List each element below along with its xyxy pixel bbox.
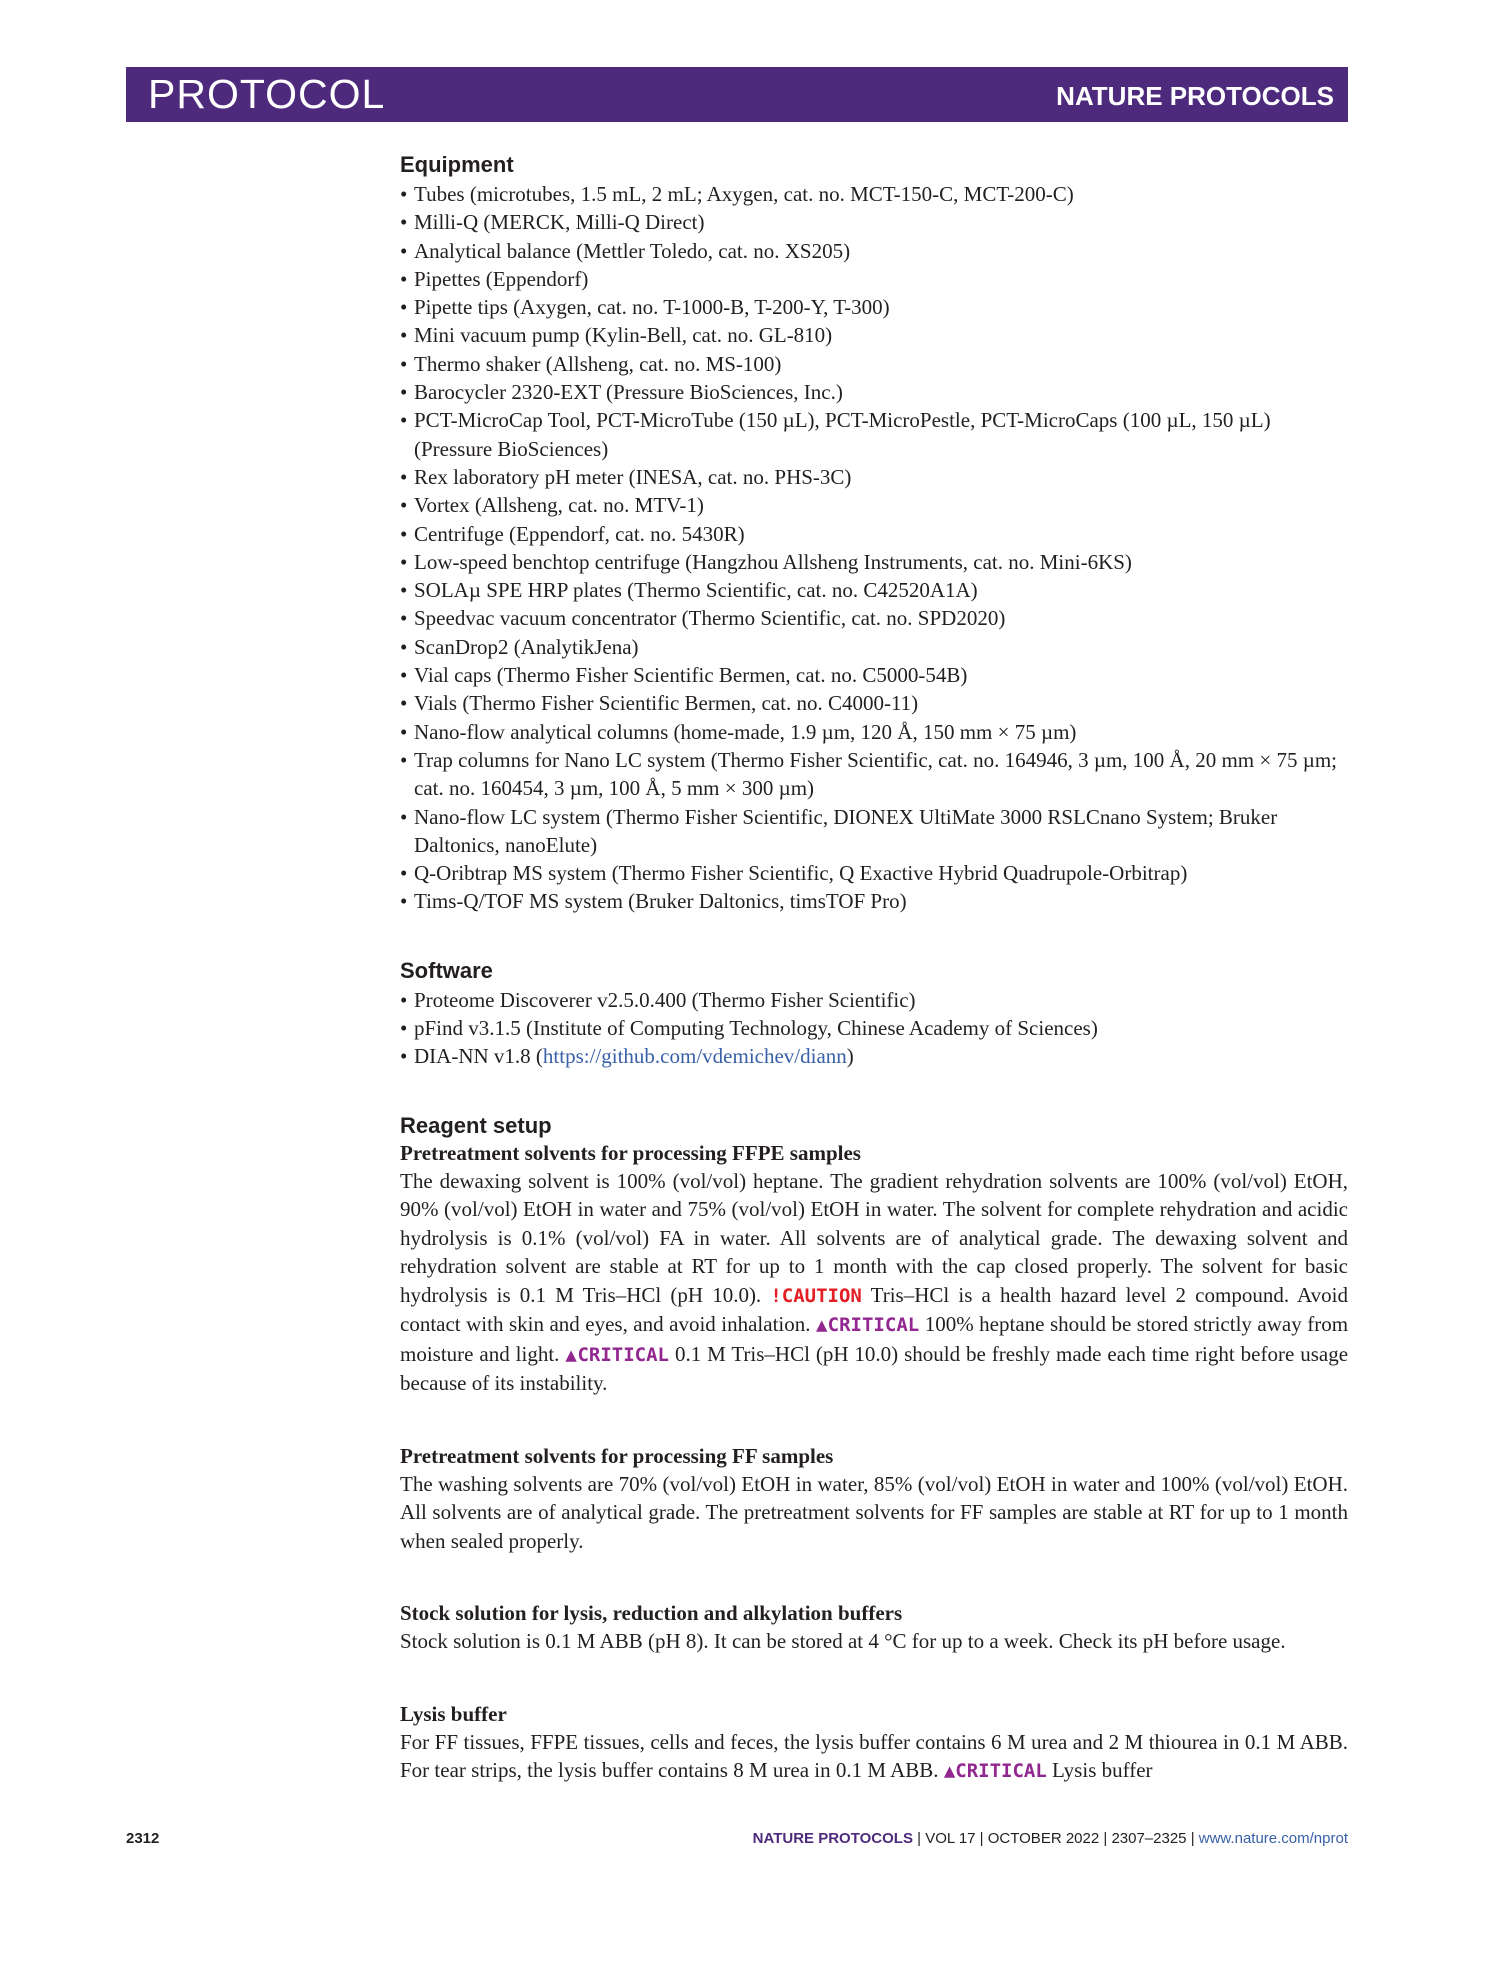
list-item: • PCT-MicroCap Tool, PCT-MicroTube (150 µL), PCT-MicroPestle, PCT-MicroCaps (100 µL, 150 µL) (Pressure BioSciences)	[400, 408, 1271, 461]
list-item-text: Pipettes (Eppendorf)	[414, 266, 589, 291]
equipment-title: Equipment	[400, 152, 514, 177]
ffpe-text-4: 0.1 M Tris–HCl (pH 10.0) should be freshly made each time right before usage because of its instability.	[400, 1341, 1349, 1396]
diann-link[interactable]: https://github.com/vdemichev/diann	[542, 1044, 847, 1069]
critical-label: ▲CRITICAL	[816, 1314, 920, 1337]
footer-separator: |	[912, 1830, 926, 1847]
lysis-heading: Lysis buffer	[400, 1701, 507, 1726]
footer-url[interactable]: www.nature.com/nprot	[1198, 1830, 1348, 1847]
list-item: • ScanDrop2 (AnalytikJena)	[400, 634, 639, 659]
footer-date: OCTOBER 2022	[987, 1830, 1100, 1847]
list-item-text: Nano-flow LC system (Thermo Fisher Scientific, DIONEX UltiMate 3000 RSLCnano System; Bruker Daltonics, nanoElute)	[414, 804, 1278, 857]
list-item-text: Mini vacuum pump (Kylin-Bell, cat. no. GL-810)	[414, 323, 833, 348]
list-item-text: Vortex (Allsheng, cat. no. MTV-1)	[414, 493, 704, 518]
list-item: • Tims-Q/TOF MS system (Bruker Daltonics, timsTOF Pro)	[400, 889, 907, 914]
critical-label: ▲CRITICAL	[943, 1760, 1047, 1783]
page-footer	[126, 1830, 1348, 1854]
footer-volume: VOL 17	[925, 1830, 976, 1847]
list-item-text: Thermo shaker (Allsheng, cat. no. MS-100)	[414, 351, 782, 376]
list-item-text: pFind v3.1.5 (Institute of Computing Technology, Chinese Academy of Sciences)	[414, 1016, 1098, 1041]
list-item-text: Vial caps (Thermo Fisher Scientific Bermen, cat. no. C5000-54B)	[414, 663, 968, 688]
list-item: • Vortex (Allsheng, cat. no. MTV-1)	[400, 493, 704, 518]
list-item: • Centrifuge (Eppendorf, cat. no. 5430R)	[400, 521, 745, 546]
ffpe-heading: Pretreatment solvents for processing FFPE samples	[400, 1140, 861, 1165]
list-item-text: PCT-MicroCap Tool, PCT-MicroTube (150 µL), PCT-MicroPestle, PCT-MicroCaps (100 µL, 150 µL) (Pressure BioSciences)	[414, 408, 1271, 461]
list-item: • DIA-NN v1.8 (https://github.com/vdemichev/diann)	[400, 1044, 854, 1069]
list-item: • Pipettes (Eppendorf)	[400, 266, 589, 291]
list-item-text: Centrifuge (Eppendorf, cat. no. 5430R)	[414, 521, 745, 546]
list-item-text: Q-Oribtrap MS system (Thermo Fisher Scientific, Q Exactive Hybrid Quadrupole-Orbitrap)	[414, 861, 1188, 886]
stock-paragraph: Stock solution is 0.1 M ABB (pH 8). It can be stored at 4 °C for up to a week. Check its pH before usage.	[400, 1629, 1286, 1654]
footer-citation	[753, 1830, 1348, 1847]
equipment-list	[400, 180, 1348, 916]
lysis-text-1: For FF tissues, FFPE tissues, cells and feces, the lysis buffer contains 6 M urea and 2 M thiourea in 0.1 M ABB. For tear strips, the lysis buffer contains 8 M urea in 0.1 M ABB.	[400, 1729, 1348, 1783]
ff-heading: Pretreatment solvents for processing FF samples	[400, 1443, 834, 1468]
main-content	[400, 152, 1348, 1786]
list-item: • Q-Oribtrap MS system (Thermo Fisher Scientific, Q Exactive Hybrid Quadrupole-Orbitrap)	[400, 861, 1188, 886]
list-item: • Nano-flow analytical columns (home-made, 1.9 µm, 120 Å, 150 mm × 75 µm)	[400, 719, 1077, 744]
ffpe-text-2: Tris–HCl is a health hazard level 2 compound. Avoid contact with skin and eyes, and avoid inhalation.	[400, 1282, 1349, 1337]
list-item: • Tubes (microtubes, 1.5 mL, 2 mL; Axygen, cat. no. MCT-150-C, MCT-200-C)	[400, 182, 1074, 206]
ffpe-text-1: The dewaxing solvent is 100% (vol/vol) heptane. The gradient rehydration solvents are 100% (vol/vol) EtOH, 90% (vol/vol) EtOH in water and 75% (vol/vol) EtOH in water. The solvent for complete rehydration and acidic hydrolysis is 0.1% (vol/vol) FA in water. All solvents are of analytical grade. The dewaxing solvent and rehydration solvent are stable at RT for up to 1 month with the cap closed properly. The solvent for basic hydrolysis is 0.1 M Tris–HCl (pH 10.0).	[400, 1168, 1348, 1307]
list-item: • Analytical balance (Mettler Toledo, cat. no. XS205)	[400, 238, 851, 263]
list-item: • Proteome Discoverer v2.5.0.400 (Thermo Fisher Scientific)	[400, 987, 916, 1012]
list-item-text: Rex laboratory pH meter (INESA, cat. no. PHS-3C)	[414, 464, 852, 489]
list-item: • Vials (Thermo Fisher Scientific Bermen, cat. no. C4000-11)	[400, 691, 919, 716]
section-label: PROTOCOL	[148, 71, 386, 117]
list-item-text: Speedvac vacuum concentrator (Thermo Scientific, cat. no. SPD2020)	[414, 606, 1006, 631]
list-item: • Milli-Q (MERCK, Milli-Q Direct)	[400, 210, 705, 235]
list-item: • Speedvac vacuum concentrator (Thermo Scientific, cat. no. SPD2020)	[400, 606, 1006, 631]
list-item-text: Proteome Discoverer v2.5.0.400 (Thermo Fisher Scientific)	[414, 987, 916, 1012]
page-number: 2312	[126, 1830, 160, 1847]
list-item-text: Tubes (microtubes, 1.5 mL, 2 mL; Axygen, cat. no. MCT-150-C, MCT-200-C)	[414, 182, 1074, 206]
list-item-text: SOLAµ SPE HRP plates (Thermo Scientific, cat. no. C42520A1A)	[414, 578, 978, 603]
list-item-text: Tims-Q/TOF MS system (Bruker Daltonics, timsTOF Pro)	[414, 889, 907, 914]
list-item: • Thermo shaker (Allsheng, cat. no. MS-100)	[400, 351, 782, 376]
footer-pages: 2307–2325	[1111, 1830, 1187, 1847]
list-item: • Pipette tips (Axygen, cat. no. T-1000-B, T-200-Y, T-300)	[400, 295, 890, 320]
header-banner	[126, 67, 1348, 122]
ff-paragraph: The washing solvents are 70% (vol/vol) EtOH in water, 85% (vol/vol) EtOH in water and 100% (vol/vol) EtOH. All solvents are of analytical grade. The pretreatment solvents for FF samples are stable at RT for up to 1 month when sealed properly.	[400, 1471, 1348, 1553]
list-item-text: Trap columns for Nano LC system (Thermo Fisher Scientific, cat. no. 164946, 3 µm, 100 Å, 20 mm × 75 µm; cat. no. 160454, 3 µm, 100 Å, 5 mm × 300 µm)	[414, 747, 1338, 801]
list-item: • Nano-flow LC system (Thermo Fisher Scientific, DIONEX UltiMate 3000 RSLCnano System; Bruker Daltonics, nanoElute)	[400, 804, 1278, 857]
lysis-text-2: Lysis buffer	[1052, 1758, 1153, 1783]
list-item-text: ScanDrop2 (AnalytikJena)	[414, 634, 639, 659]
list-item: • Vial caps (Thermo Fisher Scientific Bermen, cat. no. C5000-54B)	[400, 663, 968, 688]
list-item: • Barocycler 2320-EXT (Pressure BioSciences, Inc.)	[400, 380, 843, 405]
footer-separator: |	[1099, 1830, 1112, 1847]
list-item-text: Milli-Q (MERCK, Milli-Q Direct)	[414, 210, 705, 235]
stock-heading: Stock solution for lysis, reduction and alkylation buffers	[400, 1601, 903, 1626]
list-item-text: Barocycler 2320-EXT (Pressure BioSciences, Inc.)	[414, 380, 843, 405]
list-item: • Rex laboratory pH meter (INESA, cat. no. PHS-3C)	[400, 464, 852, 489]
list-item-suffix: )	[846, 1044, 854, 1069]
lysis-paragraph	[400, 1728, 1348, 1786]
software-title: Software	[400, 957, 493, 983]
journal-name: NATURE PROTOCOLS	[1056, 81, 1334, 111]
critical-label: ▲CRITICAL	[565, 1343, 669, 1366]
list-item-text: DIA-NN v1.8 (	[414, 1044, 543, 1069]
list-item: • Trap columns for Nano LC system (Thermo Fisher Scientific, cat. no. 164946, 3 µm, 100 Å, 20 mm × 75 µm; cat. no. 160454, 3 µm, 100 Å, 5 mm × 300 µm)	[400, 747, 1338, 801]
ffpe-paragraph	[400, 1167, 1348, 1398]
list-item-text: Pipette tips (Axygen, cat. no. T-1000-B, T-200-Y, T-300)	[414, 295, 890, 320]
reagent-setup-title: Reagent setup	[400, 1112, 552, 1138]
caution-label: !CAUTION	[770, 1284, 862, 1307]
footer-journal: NATURE PROTOCOLS	[752, 1830, 913, 1847]
list-item-text: Low-speed benchtop centrifuge (Hangzhou Allsheng Instruments, cat. no. Mini-6KS)	[414, 549, 1132, 574]
list-item: • pFind v3.1.5 (Institute of Computing Technology, Chinese Academy of Sciences)	[400, 1016, 1098, 1041]
footer-separator: |	[1186, 1830, 1199, 1847]
ffpe-text-3: 100% heptane should be stored strictly away from moisture and light.	[400, 1312, 1349, 1366]
software-list	[400, 986, 1348, 1071]
list-item-text: Vials (Thermo Fisher Scientific Bermen, cat. no. C4000-11)	[414, 691, 919, 716]
footer-separator: |	[975, 1830, 988, 1847]
list-item: • Low-speed benchtop centrifuge (Hangzhou Allsheng Instruments, cat. no. Mini-6KS)	[400, 549, 1132, 574]
list-item-text: Analytical balance (Mettler Toledo, cat. no. XS205)	[414, 238, 851, 263]
list-item: • SOLAµ SPE HRP plates (Thermo Scientific, cat. no. C42520A1A)	[400, 578, 978, 603]
list-item-text: Nano-flow analytical columns (home-made, 1.9 µm, 120 Å, 150 mm × 75 µm)	[414, 719, 1077, 744]
list-item: • Mini vacuum pump (Kylin-Bell, cat. no. GL-810)	[400, 323, 833, 348]
